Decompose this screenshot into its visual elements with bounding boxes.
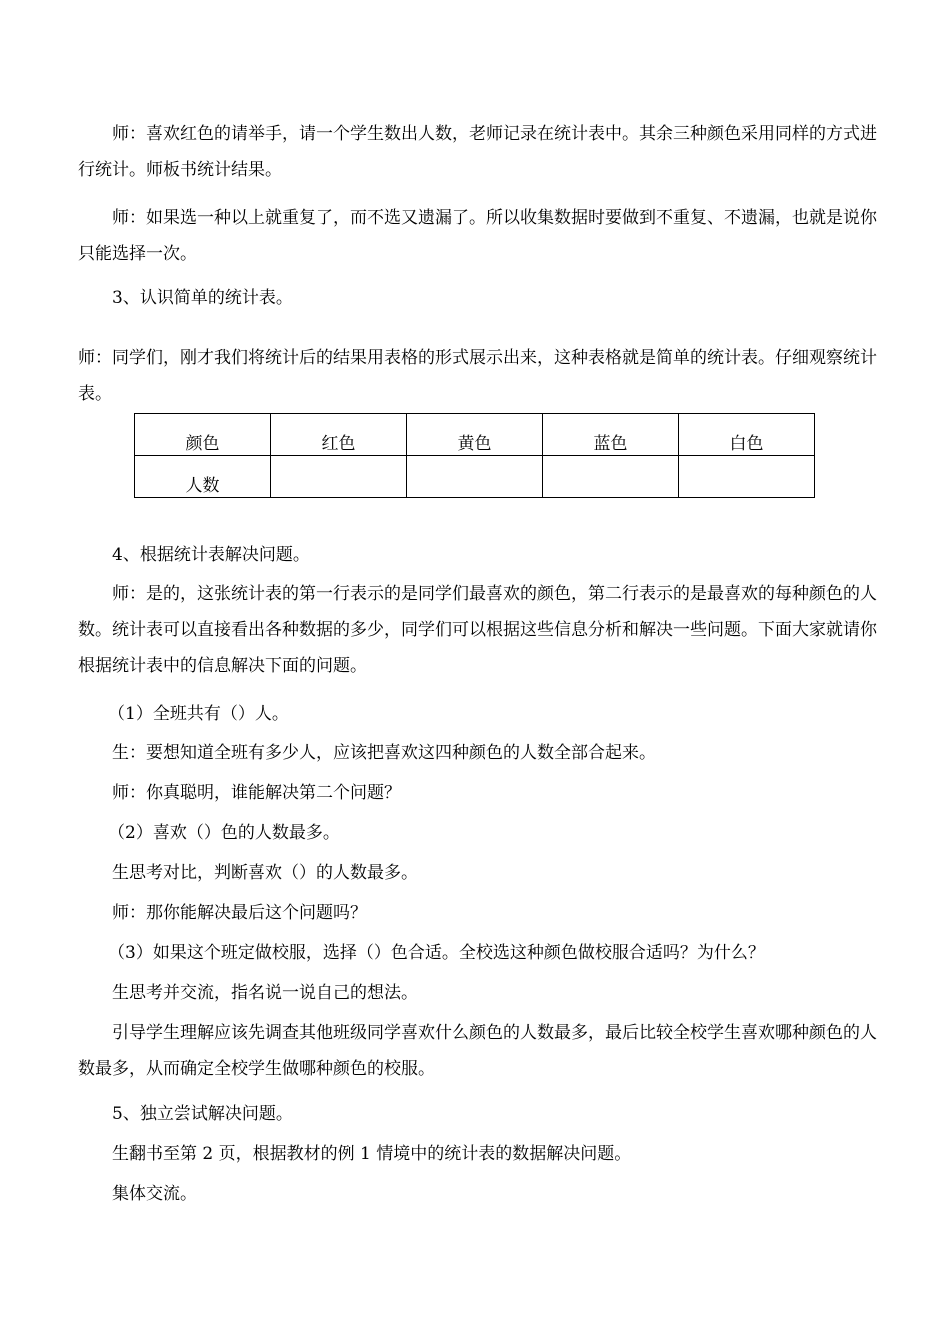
paragraph-student-discuss: 生思考并交流，指名说一说自己的想法。 [112,983,418,1003]
question-1: （1）全班共有（）人。 [108,704,289,724]
table-row [135,456,815,498]
table-row [135,414,815,456]
table-cell: 颜色 [135,414,271,456]
table-cell [407,456,543,498]
paragraph-student-compare: 生思考对比，判断喜欢（）的人数最多。 [112,863,418,883]
table-cell [543,456,679,498]
table-cell [679,456,815,498]
section-heading-3: 3、认识简单的统计表。 [112,288,293,308]
paragraph-student-total: 生：要想知道全班有多少人，应该把喜欢这四种颜色的人数全部合起来。 [112,743,656,763]
paragraph-teacher-table-explain: 师：是的，这张统计表的第一行表示的是同学们最喜欢的颜色，第二行表示的是最喜欢的每种颜色的人数。统计表可以直接看出各种数据的多少，同学们可以根据这些信息分析和解决一些问题。下面大家就请你根据统计表中的信息解决下面的问题。 [78,584,877,676]
statistics-table [134,413,815,498]
question-2: （2）喜欢（）色的人数最多。 [108,823,340,843]
table-cell: 黄色 [407,414,543,456]
paragraph-teacher-red: 师：喜欢红色的请举手，请一个学生数出人数，老师记录在统计表中。其余三种颜色采用同样的方式进行统计。师板书统计结果。 [78,124,877,180]
paragraph-teacher-q3: 师：那你能解决最后这个问题吗？ [112,903,367,923]
table-cell [271,456,407,498]
section-heading-4: 4、根据统计表解决问题。 [112,545,310,565]
question-3: （3）如果这个班定做校服，选择（）色合适。全校选这种颜色做校服合适吗？为什么？ [108,943,765,963]
paragraph-textbook: 生翻书至第 2 页，根据教材的例 1 情境中的统计表的数据解决问题。 [112,1144,632,1164]
paragraph-teacher-duplicate: 师：如果选一种以上就重复了，而不选又遗漏了。所以收集数据时要做到不重复、不遗漏，也就是说你只能选择一次。 [78,208,877,264]
paragraph-teacher-table-intro: 师：同学们，刚才我们将统计后的结果用表格的形式展示出来，这种表格就是简单的统计表。仔细观察统计表。 [78,348,877,404]
table-cell: 白色 [679,414,815,456]
table-cell: 人数 [135,456,271,498]
section-heading-5: 5、独立尝试解决问题。 [112,1104,293,1124]
paragraph-collective: 集体交流。 [112,1184,197,1204]
table-cell: 红色 [271,414,407,456]
paragraph-guidance: 引导学生理解应该先调查其他班级同学喜欢什么颜色的人数最多，最后比较全校学生喜欢哪种颜色的人数最多，从而确定全校学生做哪种颜色的校服。 [78,1023,877,1079]
table-cell: 蓝色 [543,414,679,456]
paragraph-teacher-q2: 师：你真聪明，谁能解决第二个问题？ [112,783,401,803]
